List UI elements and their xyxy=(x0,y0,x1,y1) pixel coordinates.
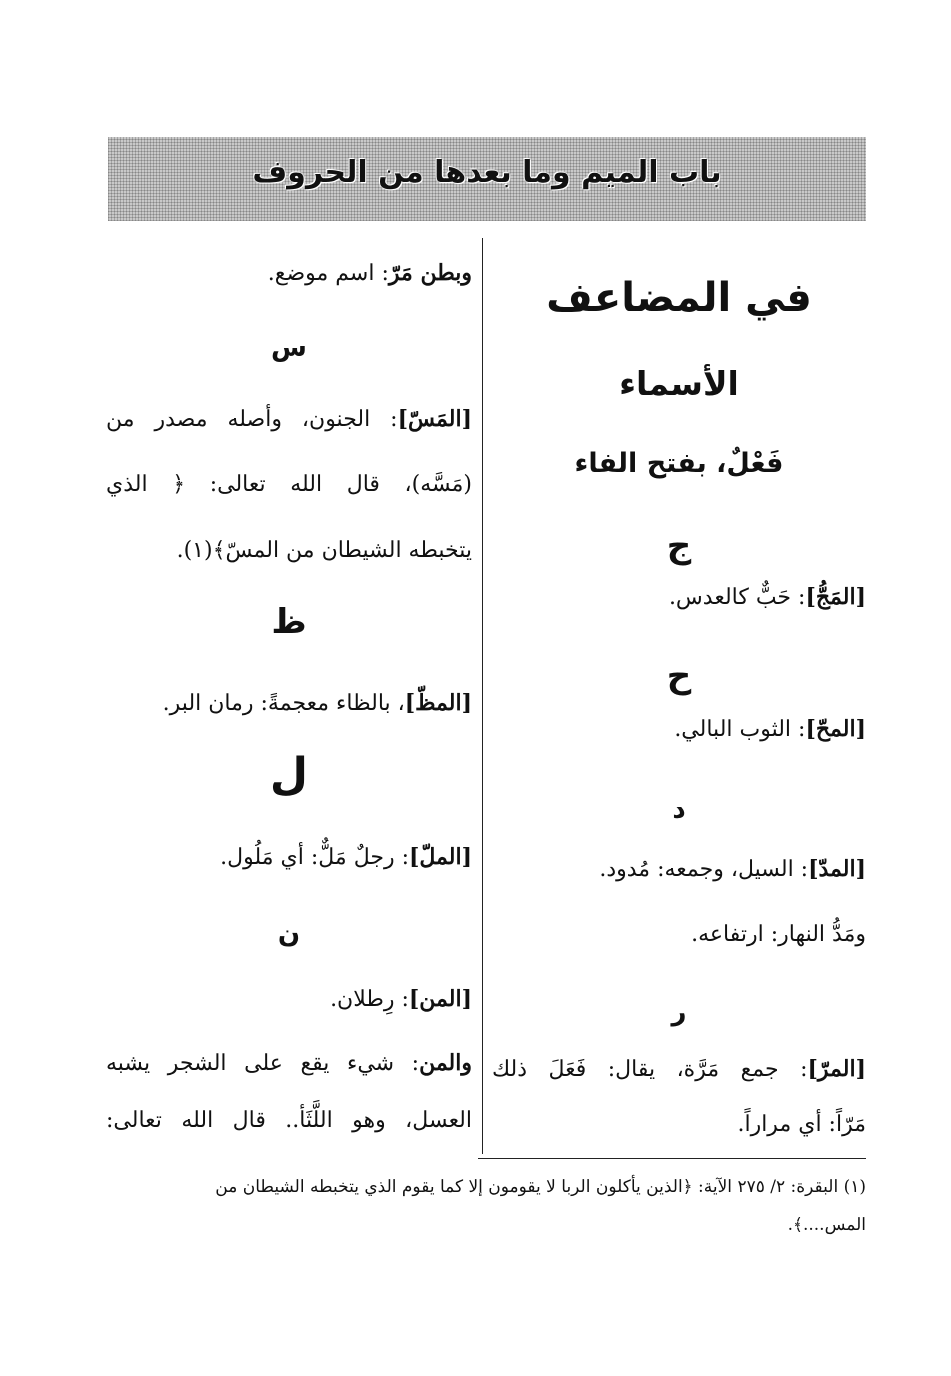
entry-term: [المظّ] xyxy=(404,690,472,716)
entry-mass-line-1 xyxy=(106,404,472,435)
chapter-title: باب الميم وما بعدها من الحروف xyxy=(252,155,722,190)
entry-mann xyxy=(330,984,472,1015)
footnote-rule xyxy=(478,1158,866,1159)
entry-majj xyxy=(669,582,866,613)
entry-definition: : الثوب البالي. xyxy=(674,717,806,742)
entry-term: [المدّ] xyxy=(808,856,866,882)
pattern-title: فَعْلٌ، بفتح الفاء xyxy=(574,448,784,479)
entry-definition: ، بالظاء معجمةً: رمان البر. xyxy=(162,691,405,716)
letter-heading-ra: ر xyxy=(671,997,687,1027)
section-title: في المضاعف xyxy=(546,275,812,321)
chapter-banner xyxy=(108,137,866,221)
entry-definition: : شيء يقع على الشجر يشبه xyxy=(106,1051,420,1076)
entry-term: [المَسّ] xyxy=(397,406,472,432)
letter-heading-dal: د xyxy=(672,795,686,825)
entry-definition: : حَبٌّ كالعدس. xyxy=(668,585,806,610)
footnote-line-1: (١) البقرة: ٢/ ٢٧٥ الآية: ﴿الذين يأكلون الربا لا يقومون إلا كما يقوم الذي يتخبطه الشيطان من xyxy=(215,1177,866,1197)
subsection-title: الأسماء xyxy=(619,364,739,403)
entry-batn-marr xyxy=(268,258,472,289)
entry-definition: : اسم موضع. xyxy=(267,261,389,286)
entry-madd xyxy=(599,854,866,885)
entry-mall xyxy=(220,842,472,873)
entry-mazz xyxy=(163,688,472,719)
column-divider xyxy=(482,238,483,1154)
entry-marr xyxy=(492,1054,866,1085)
letter-heading-ha: ح xyxy=(666,656,692,696)
entry-term: وبطن مَرّ xyxy=(388,260,472,286)
entry-mass-line-2: (مَسَّه)، قال الله تعالى: ﴿ الذي xyxy=(106,472,472,497)
entry-mass-line-3: يتخبطه الشيطان من المسّ﴾(١). xyxy=(176,538,472,563)
entry-definition: : رجلٌ مَلٌّ: أي مَلُول. xyxy=(220,845,409,870)
entry-term: [المن] xyxy=(408,986,472,1012)
letter-heading-nun: ن xyxy=(277,919,301,949)
footnote xyxy=(106,1168,866,1244)
entry-definition: : الجنون، وأصله مصدر من xyxy=(106,407,398,432)
entry-term: [المَجُّ] xyxy=(805,584,866,610)
entry-marr-line-1 xyxy=(492,1054,866,1085)
entry-term: [المحّ] xyxy=(805,716,866,742)
entry-term: [الملّ] xyxy=(408,844,472,870)
entry-definition: : السيل، وجمعه: مُدود. xyxy=(599,857,809,882)
entry-definition: : رِطلان. xyxy=(330,987,409,1012)
entry-definition: : جمع مَرَّة، يقال: فَعَلَ ذلك xyxy=(492,1057,808,1082)
entry-term: [المرّ] xyxy=(807,1056,866,1082)
entry-marr-line-2: مَرّاً: أي مراراً. xyxy=(737,1112,866,1137)
entry-mann2-line-1 xyxy=(106,1048,472,1079)
footnote-line-2: المس....﴾. xyxy=(787,1215,866,1235)
entry-term: والمن xyxy=(419,1050,472,1076)
letter-heading-za: ظ xyxy=(271,602,307,642)
entry-mann2-line-2: العسل، وهو اللَّثَأ.. قال الله تعالى: xyxy=(106,1108,472,1133)
entry-mahh xyxy=(674,714,866,745)
letter-heading-lam: ل xyxy=(269,749,309,800)
letter-heading-sin: س xyxy=(271,333,307,363)
letter-heading-jim: ج xyxy=(666,526,692,566)
entry-madd-2: ومَدُّ النهار: ارتفاعه. xyxy=(691,922,866,947)
